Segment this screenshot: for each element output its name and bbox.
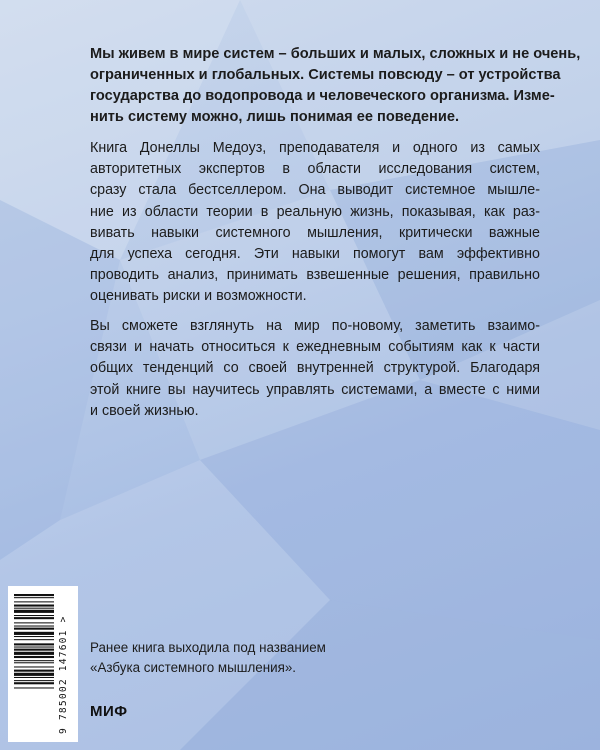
lead-line: ограниченных и глобальных. Системы повсюду – от устройства <box>90 67 561 83</box>
note-line: Ранее книга выходила под названием <box>90 640 326 655</box>
barcode-bar <box>14 615 54 616</box>
barcode-bar <box>14 617 54 619</box>
barcode-bar <box>14 687 54 688</box>
barcode-bar <box>14 652 54 655</box>
barcode-bar <box>14 610 54 613</box>
description-line: оценивать риски и возможности. <box>90 288 307 305</box>
isbn-digits: 9 785002 147601 > <box>58 615 69 734</box>
lead-line: государства до водопровода и человеческого организма. Изме- <box>90 88 555 104</box>
note-line: «Азбука системного мышления». <box>90 660 296 675</box>
barcode-bar <box>14 666 54 667</box>
barcode-bar <box>14 670 54 672</box>
description-line: ние из области теории в реальную жизнь, показывая, как раз- <box>90 203 540 220</box>
barcode-bar <box>14 677 54 678</box>
barcode-bar <box>14 649 54 651</box>
barcode-bar <box>14 597 54 598</box>
lead-paragraph <box>90 44 581 128</box>
barcode-bar <box>14 680 54 681</box>
barcode-bar <box>14 643 54 645</box>
barcode-bar <box>14 601 54 602</box>
benefits-line: связи и начать относиться к ежедневным событиям как к части <box>90 339 540 356</box>
barcode-bar <box>14 636 54 637</box>
barcode-bar <box>14 626 54 627</box>
barcode-bar <box>14 608 54 609</box>
benefits-line: и своей жизнью. <box>90 402 199 419</box>
barcode-bar <box>14 656 54 658</box>
barcode-bar <box>14 628 54 630</box>
benefits-line: общих тенденций со своей внутренней структурой. Благодаря <box>90 360 540 377</box>
description-line: авторитетных экспертов в области исследования систем, <box>90 161 540 178</box>
barcode-bar <box>14 632 54 635</box>
previous-title-note <box>90 638 326 678</box>
benefits-line: этой книге вы научитесь управлять системами, а вместе с ними <box>90 381 540 398</box>
barcode-bar <box>14 622 54 623</box>
barcode-bar <box>14 594 54 596</box>
barcode-bar <box>14 673 54 676</box>
publisher-logo: МИФ <box>90 703 128 720</box>
barcode-bar <box>14 662 54 663</box>
barcode-bars <box>14 592 54 736</box>
lead-line: нить систему можно, лишь понимая ее поведение. <box>90 109 460 125</box>
benefits-paragraph <box>90 316 540 422</box>
benefits-line: Вы сможете взглянуть на мир по-новому, заметить взаимо- <box>90 318 540 334</box>
barcode-bar <box>14 639 54 640</box>
barcode-bar <box>14 682 54 684</box>
description-line: для успеха сегодня. Эти навыки помогут вам эффективно <box>90 246 540 263</box>
isbn-barcode <box>8 586 78 742</box>
barcode-bar <box>14 660 54 661</box>
description-line: сразу стала бестселлером. Она выводит системное мышле- <box>90 182 540 199</box>
description-paragraph <box>90 138 540 308</box>
lead-line: Мы живем в мире систем – больших и малых, сложных и не очень, <box>90 46 581 62</box>
description-line: Книга Донеллы Медоуз, преподавателя и одного из самых <box>90 140 540 156</box>
barcode-bar <box>14 605 54 607</box>
barcode-bar <box>14 647 54 648</box>
description-line: вивать навыки системного мышления, критически важные <box>90 224 540 241</box>
description-line: проводить анализ, принимать взвешенные решения, правильно <box>90 267 540 284</box>
